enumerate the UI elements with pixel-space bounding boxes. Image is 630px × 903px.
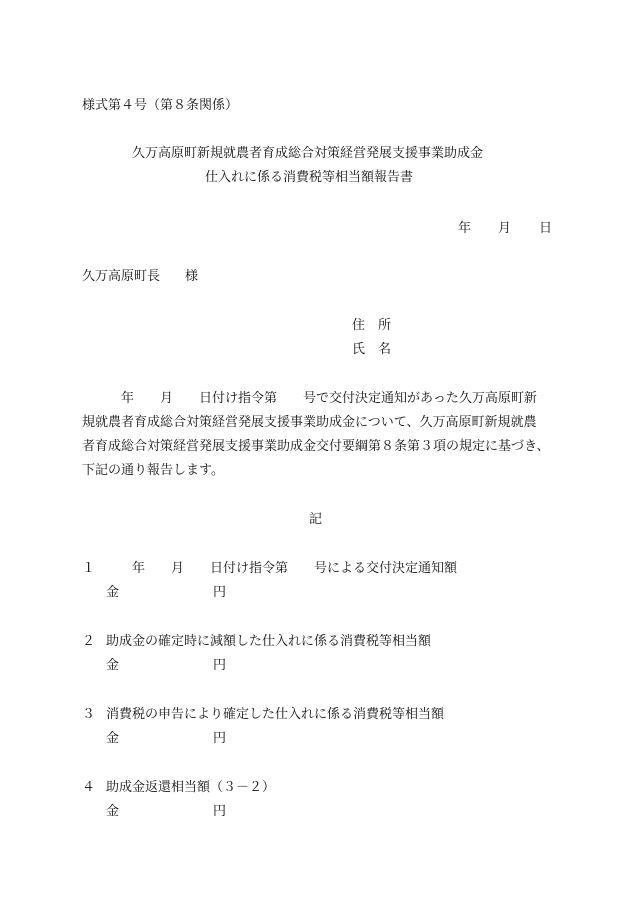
item-number: ４ (82, 780, 96, 795)
item-number: １ (82, 561, 96, 576)
body-line: 年 月 日付け指令第 号で交付決定通知があった久万高原町新 (82, 391, 537, 406)
item-label: 消費税の申告により確定した仕入れに係る消費税等相当額 (106, 707, 445, 722)
body-line: 下記の通り報告します。 (82, 463, 224, 478)
date-day-label: 日 (539, 221, 553, 236)
address-label: 住 所 (352, 318, 392, 333)
amount-yen-label: 円 (213, 658, 227, 673)
name-label: 氏 名 (352, 342, 392, 357)
body-line: 者育成総合対策経営発展支援事業助成金交付要綱第８条第３項の規定に基づき、 (82, 439, 550, 454)
amount-kin-label: 金 (106, 804, 120, 819)
addressee-honorific: 様 (185, 269, 199, 284)
date-month-label: 月 (498, 221, 512, 236)
item-number: ３ (82, 707, 96, 722)
document-title-line-1: 久万高原町新規就農者育成総合対策経営発展支援事業助成金 (132, 146, 484, 161)
amount-kin-label: 金 (106, 658, 120, 673)
form-number: 様式第４号（第８条関係） (82, 98, 239, 113)
ki-heading: 記 (309, 512, 323, 527)
amount-kin-label: 金 (106, 731, 120, 746)
item-label: 年 月 日付け指令第 号による交付決定通知額 (106, 561, 458, 576)
body-line: 規就農者育成総合対策経営発展支援事業助成金について、久万高原町新規就農 (82, 415, 537, 430)
amount-yen-label: 円 (213, 585, 227, 600)
date-year-label: 年 (458, 221, 472, 236)
document-title-line-2: 仕入れに係る消費税等相当額報告書 (205, 170, 414, 185)
item-number: ２ (82, 634, 96, 649)
amount-yen-label: 円 (213, 731, 227, 746)
amount-yen-label: 円 (213, 804, 227, 819)
addressee-name: 久万高原町長 (82, 269, 161, 284)
item-label: 助成金の確定時に減額した仕入れに係る消費税等相当額 (106, 634, 432, 649)
amount-kin-label: 金 (106, 585, 120, 600)
item-label: 助成金返還相当額（３－２） (106, 780, 276, 795)
